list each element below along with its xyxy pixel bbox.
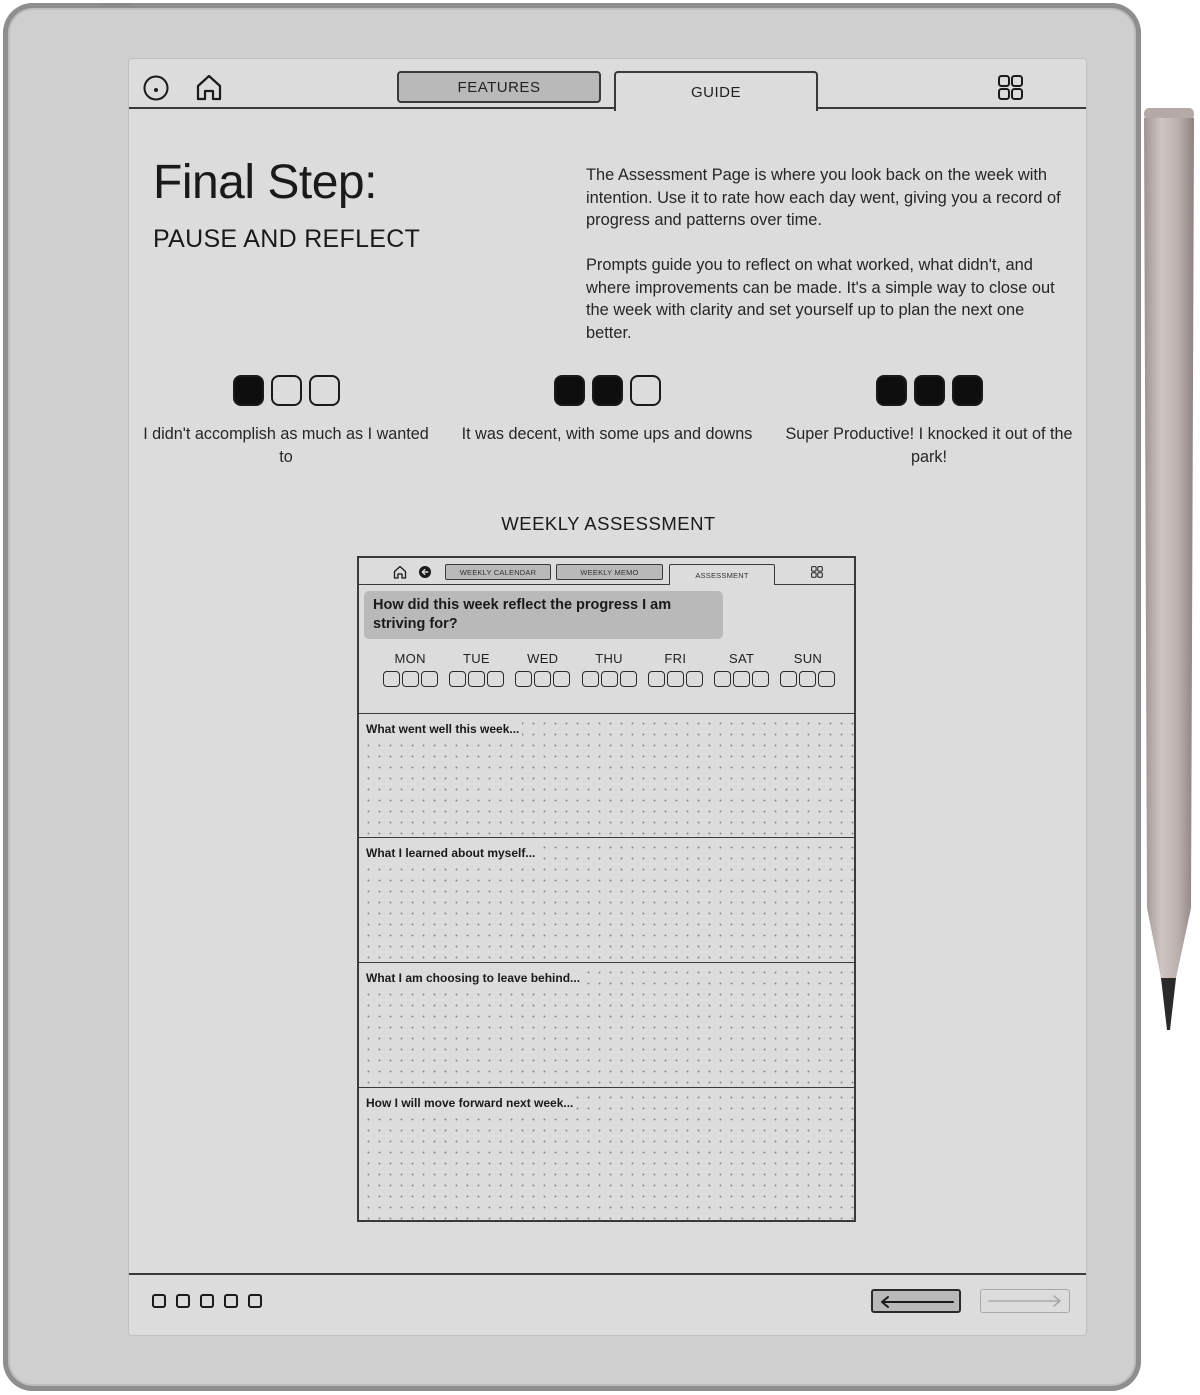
weekly-assessment-preview <box>357 556 856 1222</box>
grid-icon[interactable] <box>997 73 1025 101</box>
day-label: THU <box>595 651 623 666</box>
rating-box-filled <box>914 375 945 406</box>
assessment-question: How did this week reflect the progress I am striving for? <box>364 591 723 639</box>
day-rating-box <box>402 671 419 687</box>
tab-features[interactable]: FEATURES <box>397 71 601 103</box>
rating-example-low <box>136 375 436 468</box>
day-label: SAT <box>729 651 755 666</box>
rating-box-empty <box>630 375 661 406</box>
section-prompt: What went well this week... <box>366 722 522 736</box>
rating-caption: I didn't accomplish as much as I wanted to <box>143 425 429 466</box>
day-rating-thu <box>576 651 642 687</box>
day-rating-box <box>515 671 532 687</box>
rating-caption: It was decent, with some ups and downs <box>461 425 753 443</box>
preview-tab-weekly-calendar: WEEKLY CALENDAR <box>445 564 551 580</box>
rating-box-empty <box>309 375 340 406</box>
day-rating-box <box>818 671 835 687</box>
rating-box-filled <box>952 375 983 406</box>
day-rating-box <box>780 671 797 687</box>
arrow-left-icon <box>879 1295 955 1309</box>
page-dot[interactable] <box>224 1294 238 1308</box>
rating-boxes <box>779 375 1079 407</box>
day-rating-box <box>449 671 466 687</box>
day-rating-box <box>667 671 684 687</box>
day-rating-box <box>620 671 637 687</box>
day-rating-box <box>752 671 769 687</box>
description-paragraph-2: Prompts guide you to reflect on what worked, what didn't, and where improvements can be made. It's a simple way to close out the week with clarity and set yourself up to plan the next one better. <box>586 256 1055 342</box>
reflection-section-leave-behind <box>359 962 854 1087</box>
day-rating-box <box>553 671 570 687</box>
day-rating-box <box>799 671 816 687</box>
rating-caption: Super Productive! I knocked it out of the park! <box>785 425 1073 466</box>
day-rating-sun <box>775 651 841 687</box>
day-rating-box <box>582 671 599 687</box>
day-rating-box <box>714 671 731 687</box>
page-dot[interactable] <box>248 1294 262 1308</box>
day-rating-row <box>377 651 841 687</box>
page-subtitle: PAUSE AND REFLECT <box>153 225 421 253</box>
day-rating-fri <box>642 651 708 687</box>
day-rating-box <box>686 671 703 687</box>
day-rating-box <box>648 671 665 687</box>
rating-example-high <box>779 375 1079 468</box>
day-rating-sat <box>708 651 774 687</box>
rating-boxes <box>457 375 757 407</box>
back-circle-icon[interactable] <box>143 73 171 101</box>
day-rating-box <box>534 671 551 687</box>
rating-boxes <box>136 375 436 407</box>
stylus-pen <box>1143 108 1195 1033</box>
home-icon[interactable] <box>195 73 223 101</box>
reflection-section-learned <box>359 837 854 962</box>
back-arrow-icon <box>418 565 432 579</box>
next-page-button[interactable] <box>980 1289 1070 1313</box>
section-prompt: What I learned about myself... <box>366 846 538 860</box>
day-rating-tue <box>443 651 509 687</box>
rating-box-filled <box>554 375 585 406</box>
arrow-right-icon <box>987 1294 1063 1308</box>
rating-box-filled <box>592 375 623 406</box>
rating-box-filled <box>233 375 264 406</box>
description-paragraph-1: The Assessment Page is where you look back on the week with intention. Use it to rate how each day went, giving you a record of progress and patterns over time. <box>586 166 1061 230</box>
rating-box-empty <box>271 375 302 406</box>
bottom-divider <box>129 1273 1086 1275</box>
page-dot[interactable] <box>200 1294 214 1308</box>
top-navigation-bar <box>129 59 1086 109</box>
page-dot[interactable] <box>176 1294 190 1308</box>
weekly-assessment-title: WEEKLY ASSESSMENT <box>501 513 716 534</box>
day-rating-box <box>601 671 618 687</box>
reflection-section-went-well <box>359 713 854 837</box>
rating-box-filled <box>876 375 907 406</box>
device-screen <box>128 58 1087 1336</box>
section-prompt: How I will move forward next week... <box>366 1096 576 1110</box>
grid-icon <box>811 566 823 578</box>
page-indicator <box>152 1294 262 1308</box>
page-title: Final Step: <box>153 156 377 209</box>
preview-toolbar <box>359 558 854 585</box>
day-rating-box <box>733 671 750 687</box>
day-label: WED <box>527 651 559 666</box>
rating-example-medium <box>457 375 757 446</box>
home-icon <box>393 565 407 579</box>
day-rating-mon <box>377 651 443 687</box>
day-label: MON <box>394 651 426 666</box>
preview-tab-weekly-memo: WEEKLY MEMO <box>556 564 663 580</box>
tab-guide[interactable]: GUIDE <box>614 71 818 111</box>
power-button <box>101 3 133 7</box>
reflection-section-move-forward <box>359 1087 854 1220</box>
day-rating-box <box>383 671 400 687</box>
day-label: TUE <box>462 651 490 666</box>
day-rating-box <box>468 671 485 687</box>
preview-tab-assessment: ASSESSMENT <box>669 564 775 585</box>
day-label: FRI <box>664 651 687 666</box>
day-rating-wed <box>510 651 576 687</box>
page-dot[interactable] <box>152 1294 166 1308</box>
previous-page-button[interactable] <box>871 1289 961 1313</box>
day-rating-box <box>487 671 504 687</box>
day-label: SUN <box>793 651 823 666</box>
day-rating-box <box>421 671 438 687</box>
section-prompt: What I am choosing to leave behind... <box>366 971 583 985</box>
